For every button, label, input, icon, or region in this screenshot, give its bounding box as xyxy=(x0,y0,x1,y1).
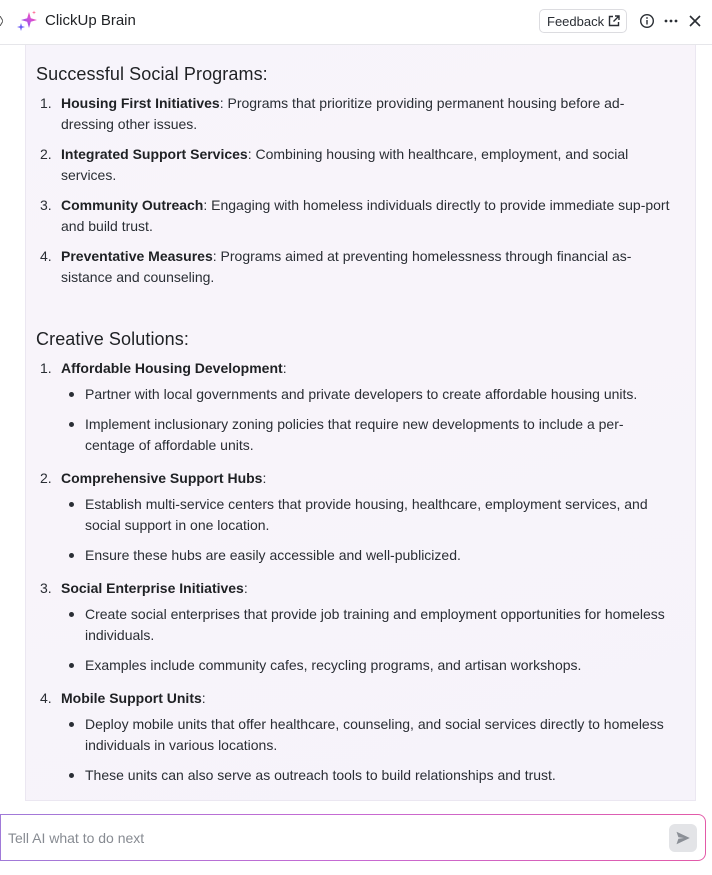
list-item xyxy=(61,688,673,709)
bullet-item: Ensure these hubs are easily accessible and well-publicized. xyxy=(85,547,461,563)
feedback-label: Feedback xyxy=(547,13,605,29)
item-body: : Combining housing with healthcare, employment, and social services. xyxy=(61,146,629,183)
item-body: : xyxy=(201,690,206,706)
item-body: : Engaging with homeless individuals directly to provide immediate sup-port and build trust. xyxy=(61,197,670,234)
close-icon xyxy=(687,13,703,29)
item-body: : xyxy=(282,360,287,376)
ai-prompt-input[interactable] xyxy=(8,815,658,860)
section-title-programs: Successful Social Programs: xyxy=(36,64,268,84)
list-number: 2. xyxy=(40,470,52,486)
item-heading: Community Outreach xyxy=(61,197,204,213)
info-button[interactable] xyxy=(638,12,656,30)
bullet-dot xyxy=(69,392,74,397)
feedback-button[interactable] xyxy=(539,9,627,33)
external-link-icon xyxy=(607,14,621,28)
list-item xyxy=(61,578,673,599)
send-icon xyxy=(675,830,691,846)
bullet-dot xyxy=(69,422,74,427)
item-heading: Housing First Initiatives xyxy=(61,95,220,111)
sparkle-logo-icon xyxy=(16,10,38,32)
list-item xyxy=(61,246,673,288)
send-button[interactable] xyxy=(669,824,697,852)
bullet-item: Examples include community cafes, recycling programs, and artisan workshops. xyxy=(85,657,582,673)
item-heading: Mobile Support Units xyxy=(61,690,202,706)
bullet-dot xyxy=(69,722,74,727)
list-number: 2. xyxy=(40,146,52,162)
ai-input-container xyxy=(0,814,706,861)
list-item xyxy=(61,93,673,135)
list-number: 4. xyxy=(40,690,52,706)
more-options-button[interactable] xyxy=(662,12,680,30)
section-title-solutions: Creative Solutions: xyxy=(36,329,189,349)
item-heading: Affordable Housing Development xyxy=(61,360,283,376)
list-number: 3. xyxy=(40,197,52,213)
list-number: 4. xyxy=(40,248,52,264)
item-heading: Integrated Support Services xyxy=(61,146,248,162)
bullet-item: Implement inclusionary zoning policies that require new developments to include a per-centage of affordable units. xyxy=(85,416,624,453)
item-body: : Programs aimed at preventing homelessness through financial as-sistance and counseling. xyxy=(61,248,632,285)
panel-edge-handle-icon xyxy=(0,16,3,26)
item-heading: Comprehensive Support Hubs xyxy=(61,470,263,486)
bullet-item: Create social enterprises that provide job training and employment opportunities for homeless individuals. xyxy=(85,606,665,643)
item-heading: Preventative Measures xyxy=(61,248,213,264)
bullet-dot xyxy=(69,612,74,617)
bullet-item: These units can also serve as outreach tools to build relationships and trust. xyxy=(85,767,556,783)
item-body: : xyxy=(262,470,267,486)
more-icon xyxy=(663,13,679,29)
bullet-dot xyxy=(69,773,74,778)
list-number: 3. xyxy=(40,580,52,596)
app-title: ClickUp Brain xyxy=(45,12,136,29)
item-body: : xyxy=(243,580,248,596)
item-body: : Programs that prioritize providing permanent housing before ad-dressing other issues. xyxy=(61,95,625,132)
bullet-dot xyxy=(69,553,74,558)
list-item xyxy=(61,358,673,379)
bullet-item: Partner with local governments and private developers to create affordable housing units. xyxy=(85,386,638,402)
list-item xyxy=(61,144,673,186)
bullet-dot xyxy=(69,502,74,507)
bullet-item: Deploy mobile units that offer healthcare, counseling, and social services directly to homeless individuals in various locations. xyxy=(85,716,664,753)
list-item xyxy=(61,468,673,489)
bullet-dot xyxy=(69,663,74,668)
list-item xyxy=(61,195,673,237)
bullet-item: Establish multi-service centers that provide housing, healthcare, employment services, and social support in one location. xyxy=(85,496,648,533)
info-icon xyxy=(639,13,655,29)
list-number: 1. xyxy=(40,95,52,111)
close-button[interactable] xyxy=(686,12,704,30)
header-bar xyxy=(0,0,712,45)
ai-input-box xyxy=(1,815,705,860)
item-heading: Social Enterprise Initiatives xyxy=(61,580,244,596)
list-number: 1. xyxy=(40,360,52,376)
